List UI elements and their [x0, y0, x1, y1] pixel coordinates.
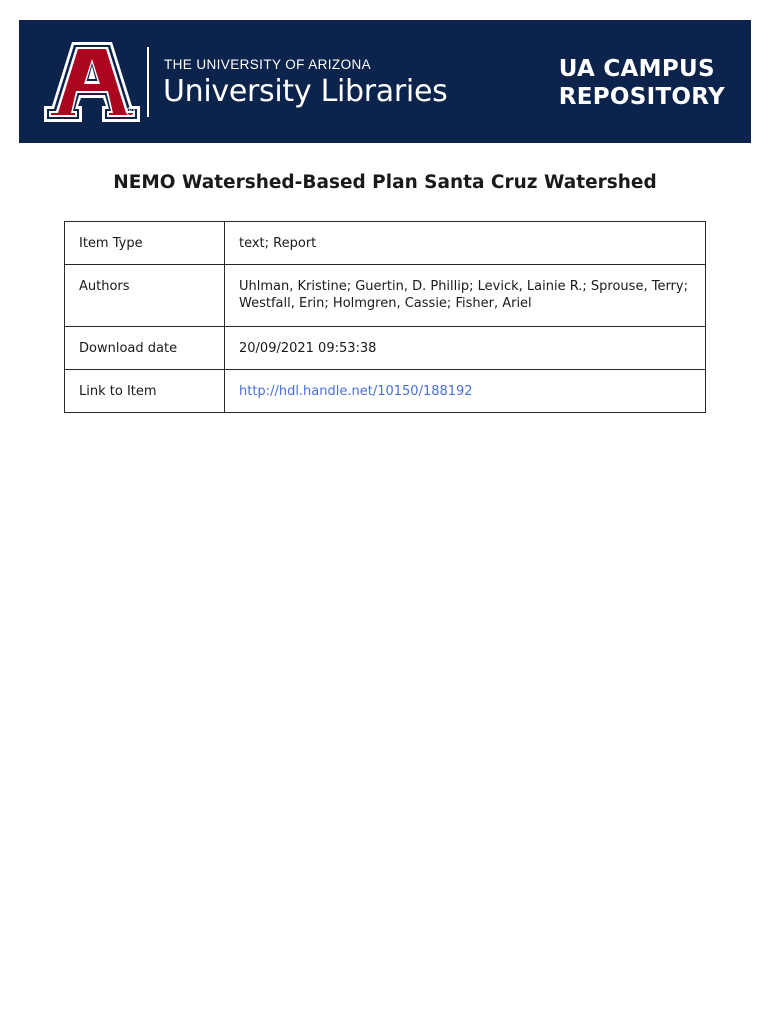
download-date-value: 20/09/2021 09:53:38	[225, 327, 706, 370]
item-type-label: Item Type	[65, 222, 225, 265]
repository-line-2: REPOSITORY	[558, 84, 725, 110]
link-to-item-label: Link to Item	[65, 370, 225, 413]
university-name: THE UNIVERSITY OF ARIZONA	[164, 57, 372, 72]
banner-divider	[147, 47, 149, 117]
metadata-table	[64, 221, 706, 413]
repository-line-1: UA CAMPUS	[558, 56, 715, 82]
table-row	[65, 265, 706, 327]
link-to-item-cell	[225, 370, 706, 413]
item-type-value: text; Report	[225, 222, 706, 265]
table-row	[65, 370, 706, 413]
item-link[interactable]: http://hdl.handle.net/10150/188192	[239, 384, 473, 399]
authors-label: Authors	[65, 265, 225, 327]
authors-value: Uhlman, Kristine; Guertin, D. Phillip; Levick, Lainie R.; Sprouse, Terry; Westfall, Erin; Holmgren, Cassie; Fisher, Ariel	[225, 265, 706, 327]
table-row	[65, 327, 706, 370]
table-row	[65, 222, 706, 265]
registered-mark-icon: R	[126, 107, 135, 116]
document-title: NEMO Watershed-Based Plan Santa Cruz Watershed	[113, 172, 657, 193]
repository-name	[559, 55, 725, 111]
download-date-label: Download date	[65, 327, 225, 370]
header-banner	[19, 20, 751, 143]
library-name: University Libraries	[163, 74, 448, 109]
